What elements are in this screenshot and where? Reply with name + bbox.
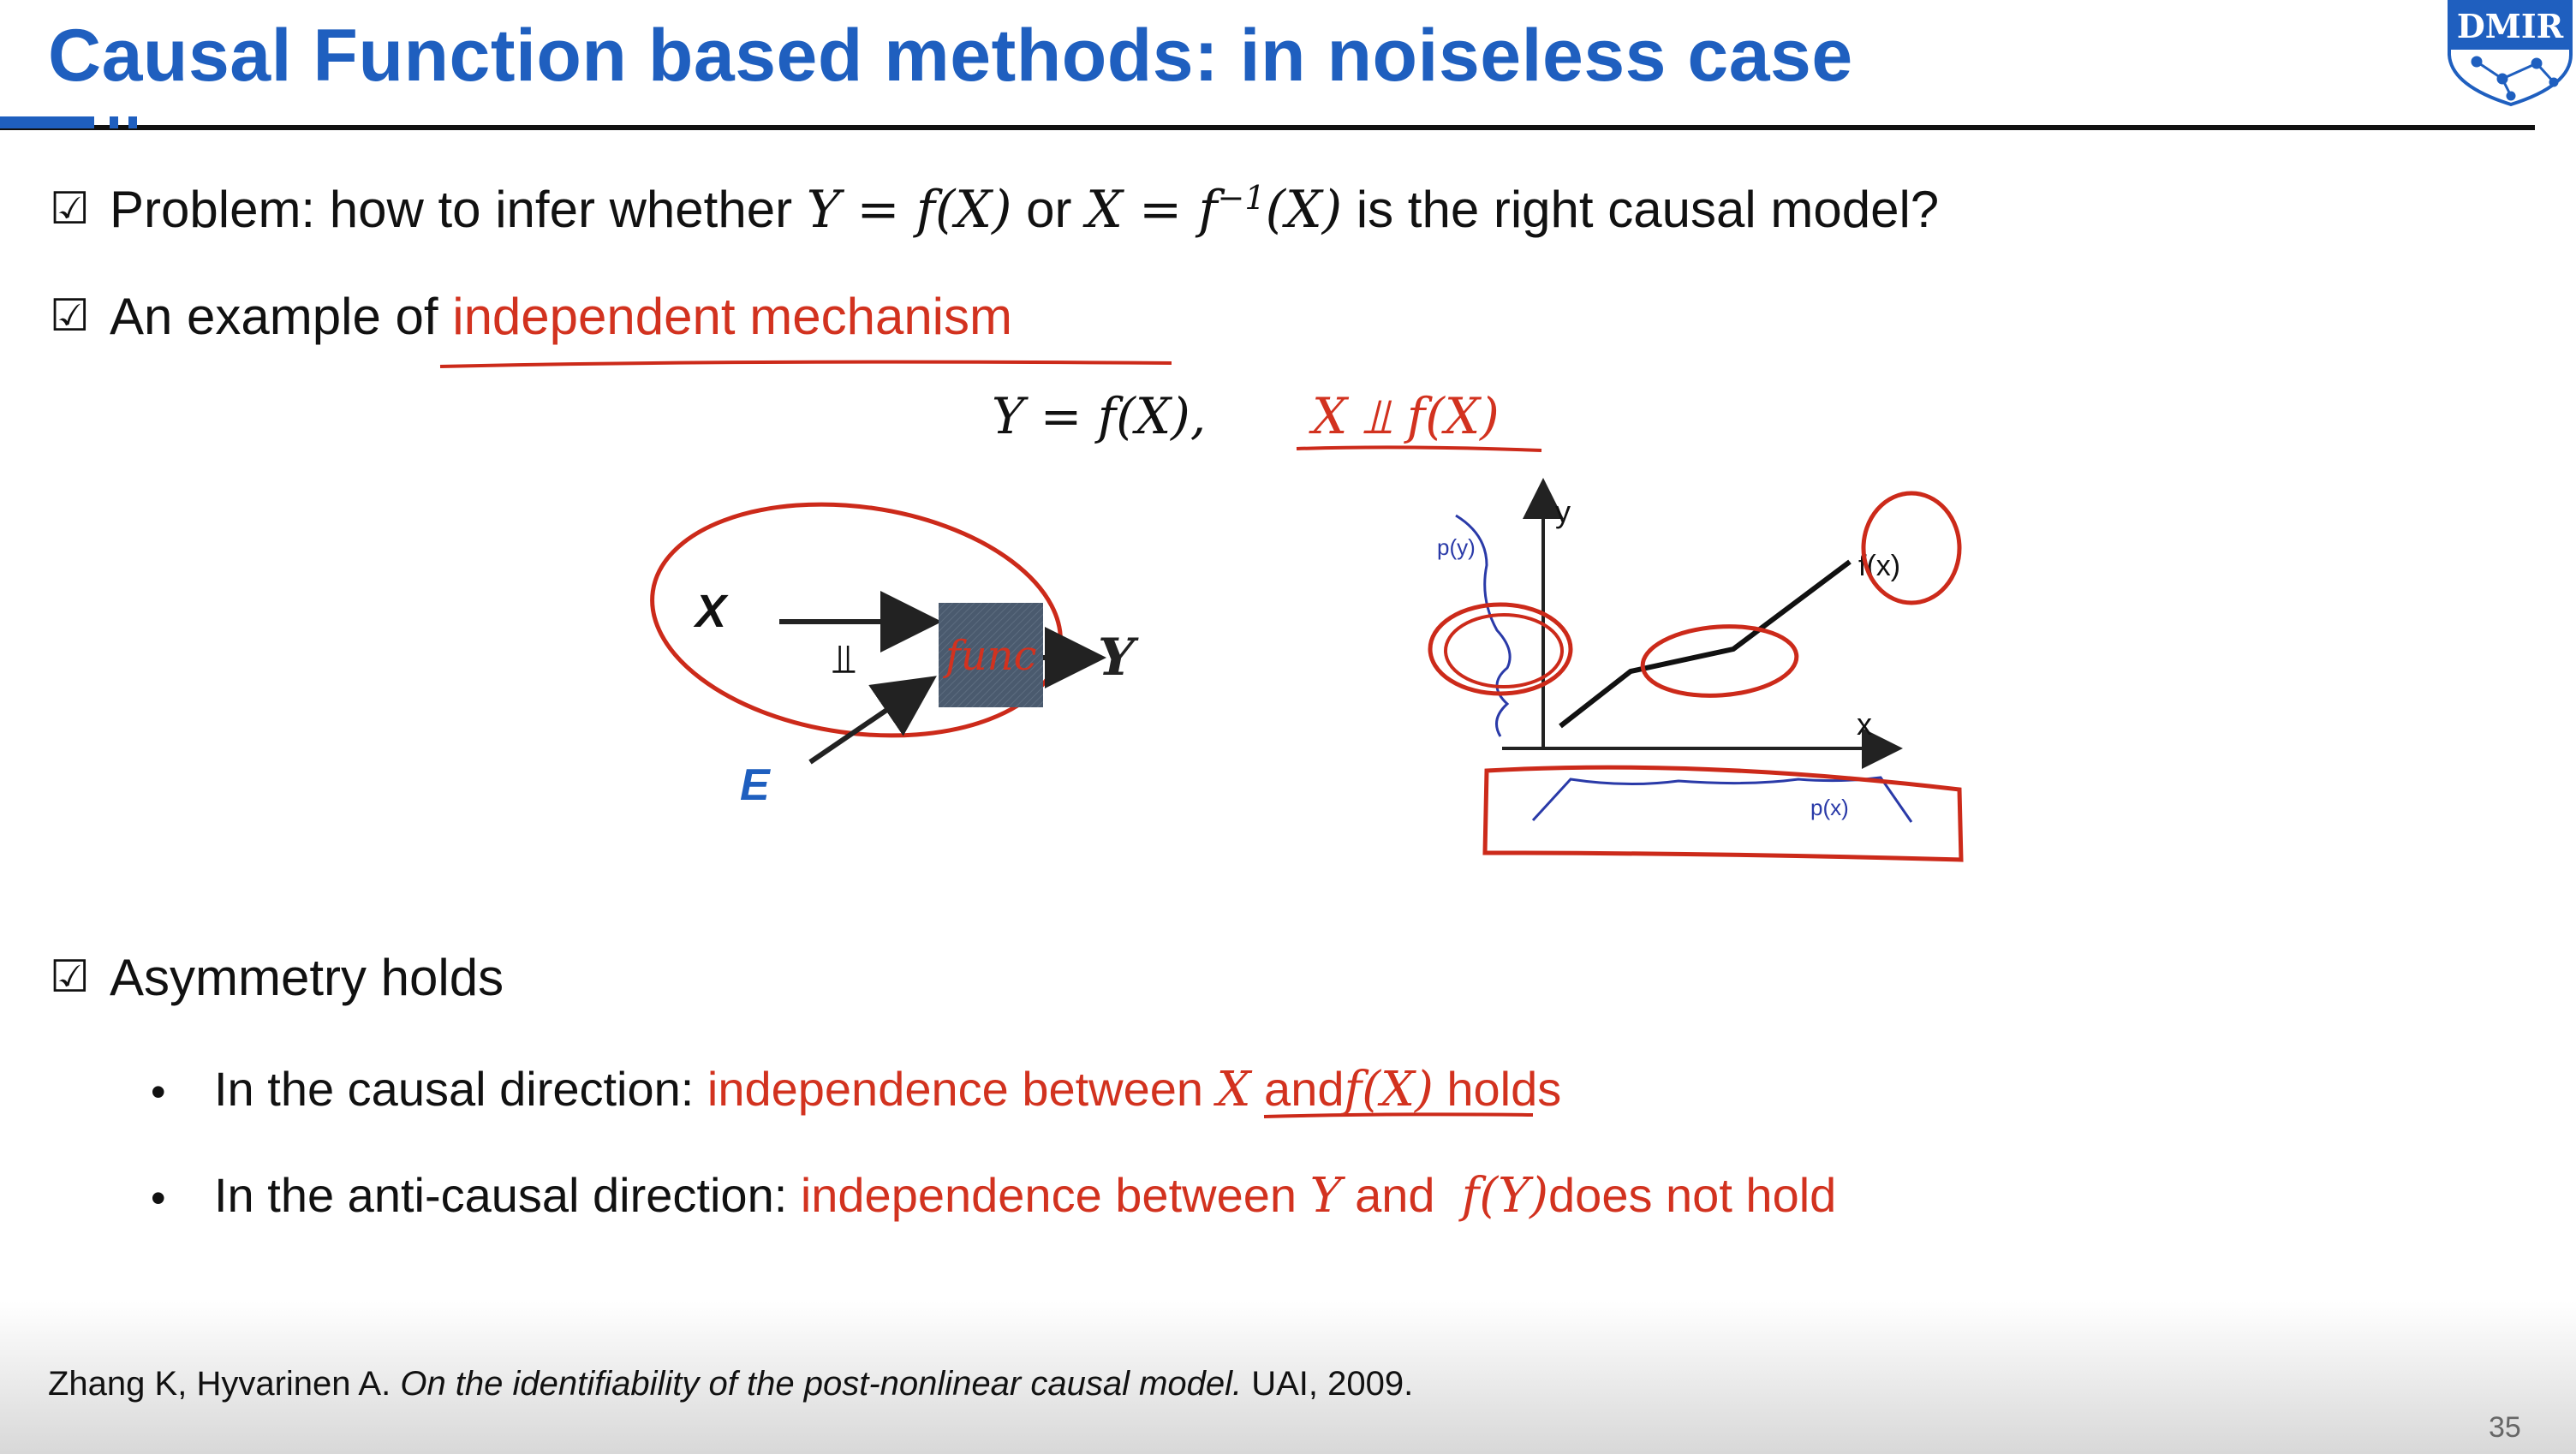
- example-text: An example of: [110, 288, 453, 345]
- math-x-arg: (X): [1265, 180, 1343, 240]
- bullet-dot: •: [151, 1068, 166, 1116]
- function-plot: [1430, 485, 1961, 860]
- px-region-box: [1485, 767, 1961, 860]
- citation-authors: Zhang K, Hyvarinen A.: [48, 1365, 401, 1403]
- anti-math-fy: f(Y): [1461, 1168, 1549, 1224]
- anti-does-not-hold: does not hold: [1548, 1168, 1837, 1222]
- causal-math-x: X: [1216, 1062, 1251, 1117]
- citation: [48, 1365, 1413, 1403]
- problem-or: or: [1011, 181, 1087, 238]
- mechanism-diagram: [637, 480, 1139, 810]
- causal-direction-item: [214, 1062, 1562, 1117]
- underline-equation: [1297, 447, 1541, 450]
- py-region-circle: [1430, 605, 1571, 694]
- checkbox-icon: ☑: [50, 951, 90, 1003]
- anti-and: and: [1341, 1168, 1462, 1222]
- fx-label-circle: [1863, 493, 1959, 603]
- anti-prefix: In the anti-causal direction:: [214, 1168, 801, 1222]
- causal-independence-text: independence between: [707, 1062, 1217, 1116]
- logo-text: DMIR: [2456, 7, 2564, 45]
- causal-and: and: [1250, 1062, 1345, 1116]
- citation-venue: UAI, 2009.: [1242, 1365, 1414, 1403]
- citation-paper-title: On the identifiability of the post-nonlinear causal model.: [400, 1365, 1243, 1403]
- e-to-func-arrow: [810, 682, 928, 762]
- bullet-dot: •: [151, 1174, 166, 1222]
- function-segment-circle: [1640, 622, 1798, 700]
- causal-math-fx: f(X): [1344, 1062, 1434, 1117]
- checkbox-icon: ☑: [50, 290, 90, 342]
- px-label: p(x): [1810, 795, 1849, 820]
- bullet-asymmetry: [50, 949, 504, 1006]
- independent-mechanism-highlight: independent mechanism: [452, 288, 1012, 345]
- anti-math-y: Y: [1309, 1168, 1342, 1224]
- problem-text: Problem: how to infer whether: [110, 181, 807, 238]
- math-inverse-sup: −1: [1217, 179, 1266, 217]
- math-y-fx: Y = f(X): [806, 180, 1012, 240]
- func-box-label: func: [945, 632, 1037, 680]
- independence-symbol: ⫫: [832, 635, 856, 683]
- px-density-curve: [1533, 778, 1911, 822]
- page-title: Causal Function based methods: in noiseless case: [48, 15, 1853, 97]
- plot-y-axis-label: y: [1555, 494, 1571, 529]
- y-output-label: Y: [1098, 628, 1135, 688]
- anti-independence-text: independence between: [800, 1168, 1310, 1222]
- problem-suffix: is the right causal model?: [1342, 181, 1940, 238]
- fx-label: f(x): [1858, 550, 1901, 582]
- asymmetry-text: Asymmetry holds: [110, 949, 504, 1006]
- e-noise-label: E: [740, 760, 770, 810]
- causal-prefix: In the causal direction:: [214, 1062, 707, 1116]
- anti-causal-direction-item: [214, 1168, 1837, 1224]
- py-label: p(y): [1437, 534, 1476, 560]
- x-variable-label: X: [695, 586, 727, 637]
- equation-independence: X ⫫ f(X): [1312, 387, 1500, 445]
- checkbox-icon: ☑: [50, 183, 90, 235]
- causal-holds: holds: [1433, 1062, 1562, 1116]
- plot-x-axis-label: x: [1857, 706, 1872, 742]
- equation-y-fx: Y = f(X),: [992, 387, 1207, 445]
- underline-independent-mechanism: [440, 362, 1172, 366]
- page-number: 35: [2489, 1411, 2521, 1444]
- function-curve: [1560, 562, 1850, 726]
- math-x-finv: X = f: [1086, 180, 1218, 240]
